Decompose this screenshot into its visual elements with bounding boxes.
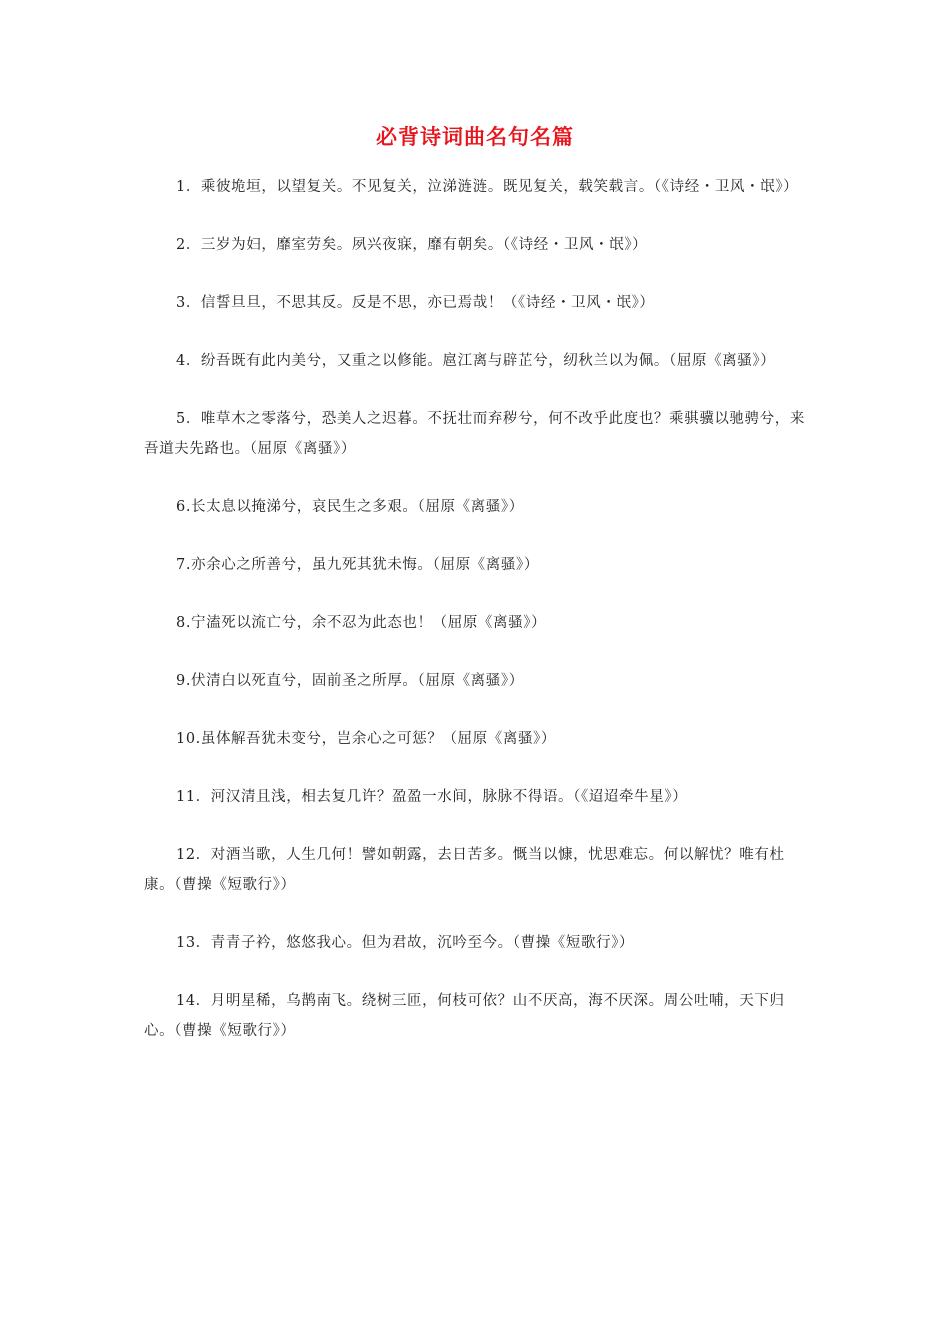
list-item: 3．信誓旦旦，不思其反。反是不思，亦已焉哉！（《诗经・卫风・氓》）: [176, 295, 655, 311]
list-item: 4．纷吾既有此内美兮，又重之以修能。扈江离与辟芷兮，纫秋兰以为佩。（屈原《离骚》）: [176, 353, 776, 369]
poem-list: [144, 172, 812, 1074]
list-item: 13．青青子衿，悠悠我心。但为君故，沉吟至今。（曹操《短歌行》）: [176, 935, 635, 951]
page-title: 必背诗词曲名句名篇: [376, 125, 574, 149]
list-item: 8.宁溘死以流亡兮，余不忍为此态也！（屈原《离骚》）: [176, 615, 547, 631]
list-item: 12．对酒当歌，人生几何！譬如朝露，去日苦多。慨当以慷，忧思难忘。何以解忧？唯有杜康。（曹操《短歌行》）: [144, 847, 785, 893]
list-item: 14．月明星稀，乌鹊南飞。绕树三匝，何枝可依？山不厌高，海不厌深。周公吐哺，天下归心。（曹操《短歌行》）: [144, 993, 785, 1039]
list-item: 7.亦余心之所善兮，虽九死其犹未悔。（屈原《离骚》）: [176, 557, 539, 573]
list-item: 5．唯草木之零落兮，恐美人之迟暮。不抚壮而弃秽兮，何不改乎此度也？乘骐骥以驰骋兮，来吾道夫先路也。（屈原《离骚》）: [144, 411, 805, 457]
list-item: 10.虽体解吾犹未变兮，岂余心之可惩？（屈原《离骚》）: [176, 731, 557, 747]
list-item: 6.长太息以掩涕兮，哀民生之多艰。（屈原《离骚》）: [176, 499, 524, 515]
list-item: 2．三岁为妇，靡室劳矣。夙兴夜寐，靡有朝矣。（《诗经・卫风・氓》）: [176, 237, 648, 253]
list-item: 9.伏清白以死直兮，固前圣之所厚。（屈原《离骚》）: [176, 673, 524, 689]
list-item: 11．河汉清且浅，相去复几许？盈盈一水间，脉脉不得语。（《迢迢牵牛星》）: [176, 789, 688, 805]
list-item: 1．乘彼垝垣，以望复关。不见复关，泣涕涟涟。既见复关，载笑载言。（《诗经・卫风・氓》）: [176, 179, 799, 195]
